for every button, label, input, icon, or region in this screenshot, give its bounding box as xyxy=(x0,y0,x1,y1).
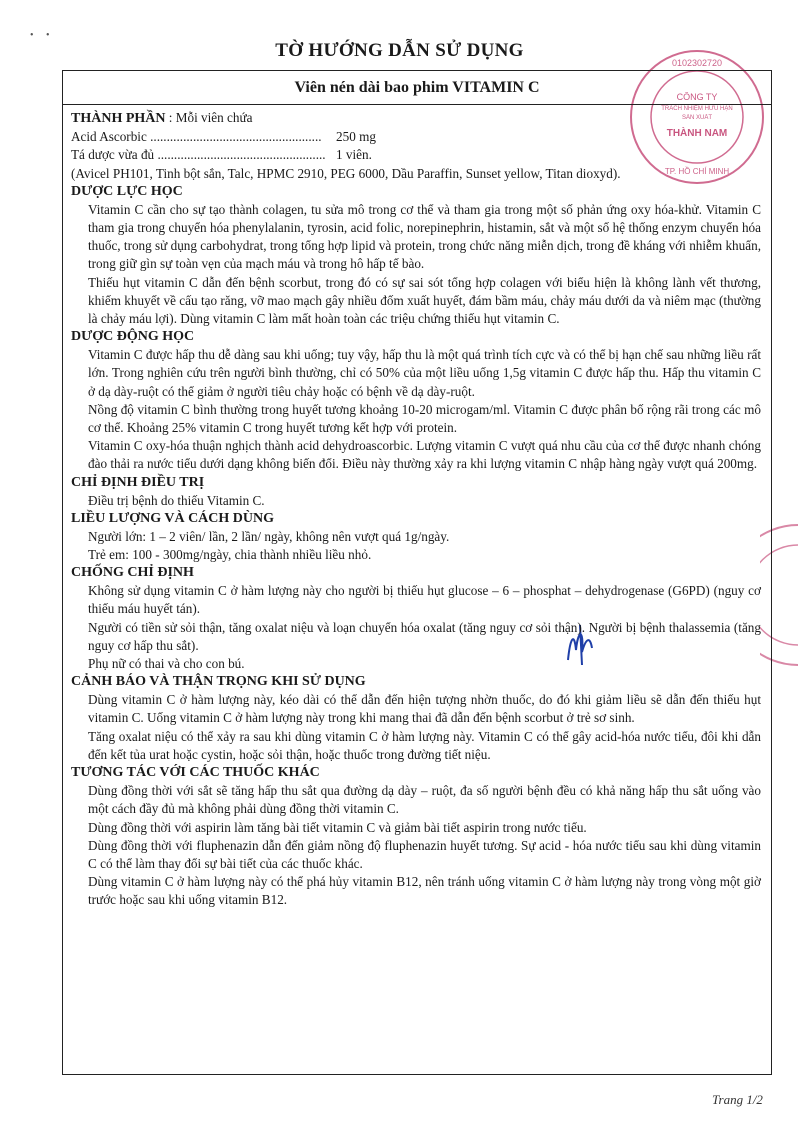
section-heading-dosage: LIỀU LƯỢNG VÀ CÁCH DÙNG xyxy=(71,510,275,526)
paragraph: Dùng vitamin C ở hàm lượng này có thể phá hủy vitamin B12, nên tránh uống vitamin C ở hàm lượng này trong vòng một giờ trước hoặc sau khi uống vitamin B12. xyxy=(88,874,761,908)
paragraph: Người lớn: 1 – 2 viên/ lần, 2 lần/ ngày, không nên vượt quá 1g/ngày. xyxy=(88,528,450,544)
stamp-line4: SẢN XUẤT xyxy=(681,115,713,121)
ingredient-amount: 250 mg xyxy=(336,129,376,145)
excipient-label: Tá dược vừa đủ ................................................... xyxy=(71,147,326,163)
paragraph: Người có tiền sử sỏi thận, tăng oxalat niệu và loạn chuyển hóa oxalat (tăng nguy cơ sỏi thận). Người bị bệnh thalassemia (tăng nguy cơ hấp thu sắt). xyxy=(88,619,761,653)
section-heading-pharmacokinetics: DƯỢC ĐỘNG HỌC xyxy=(71,329,195,345)
paragraph: Vitamin C cần cho sự tạo thành colagen, tu sửa mô trong cơ thể và tham gia trong một số phản ứng oxy hóa-khử. Vitamin C tham gia trong chuyển hóa phenylalanin, tyrosin, acid folic, norepinephrin, histamin, sắt và một số hệ thống enzym chuyển hóa thuốc, trong sử dụng carbohydrat, trong tổng hợp lipid và protein, trong chức năng miễn dịch, trong đề kháng với nhiễm khuẩn, trong giữ gìn sự toàn vẹn của mạch máu và trong hô hấp tế bào. xyxy=(88,201,761,272)
composition-heading: THÀNH PHẦN xyxy=(71,111,166,126)
paragraph: Vitamin C oxy-hóa thuận nghịch thành acid dehydroascorbic. Lượng vitamin C vượt quá nhu cầu của cơ thể được nhanh chóng đào thải ra nước tiểu dưới dạng không biến đổi. Điều này thường xảy ra khi lượng vitamin C nhập hàng ngày vượt quá 200mg. xyxy=(88,438,761,472)
paragraph: Phụ nữ có thai và cho con bú. xyxy=(88,656,245,672)
section-heading-pharmacodynamics: DƯỢC LỰC HỌC xyxy=(71,183,183,199)
section-heading-indications: CHỈ ĐỊNH ĐIỀU TRỊ xyxy=(71,474,205,490)
ingredient-label: Acid Ascorbic .................................................... xyxy=(71,129,322,145)
paragraph: Dùng đồng thời với aspirin làm tăng bài tiết vitamin C và giảm bài tiết aspirin trong nước tiểu. xyxy=(88,819,587,835)
paragraph: Điều trị bệnh do thiếu Vitamin C. xyxy=(88,492,265,508)
paragraph: Dùng đồng thời với fluphenazin dẫn đến giảm nồng độ fluphenazin huyết tương. Sự acid - hóa nước tiểu sau khi dùng vitamin C có thể làm thay đổi sự bài tiết của các thuốc khác. xyxy=(88,837,761,871)
section-heading-contraindications: CHỐNG CHỈ ĐỊNH xyxy=(71,565,194,581)
composition-row xyxy=(71,146,761,164)
page-number: Trang 1/2 xyxy=(712,1092,763,1107)
paragraph: Dùng đồng thời với sắt sẽ tăng hấp thu sắt qua đường dạ dày – ruột, đa số người bệnh đều có khả năng hấp thu sắt uống vào một cách đầy đủ mà không phải dùng đồng thời vitamin C. xyxy=(88,783,761,817)
document-body xyxy=(71,109,761,910)
paragraph: Tăng oxalat niệu có thể xảy ra sau khi dùng vitamin C ở hàm lượng này. Vitamin C có thể gây acid-hóa nước tiểu, đôi khi dẫn đến kết tủa urat hoặc cystin, hoặc sỏi thận, hoặc thuốc trong đường tiết niệu. xyxy=(88,728,761,762)
paragraph: Trẻ em: 100 - 300mg/ngày, chia thành nhiều liều nhỏ. xyxy=(88,547,372,563)
section-heading-warnings: CẢNH BÁO VÀ THẬN TRỌNG KHI SỬ DỤNG xyxy=(71,674,366,690)
scan-specks: • • xyxy=(30,30,50,41)
paragraph: Dùng vitamin C ở hàm lượng này, kéo dài có thể dẫn đến hiện tượng nhờn thuốc, do đó khi giảm liều sẽ dẫn đến thiếu hụt vitamin C. Uống vitamin C ở hàm lượng này trong khi mang thai đã dẫn đến bệnh scorbut ở trẻ sơ sinh. xyxy=(88,692,761,726)
paragraph: Vitamin C được hấp thu dễ dàng sau khi uống; tuy vậy, hấp thu là một quá trình tích cực và có thể bị hạn chế sau những liều rất lớn. Trong nghiên cứu trên người bình thường, chỉ có 50% của một liều uống 1,5g vitamin C được hấp thu. Hấp thu vitamin C ở dạ dày-ruột có thể giảm ở người tiêu chảy hoặc có bệnh về dạ dày-ruột. xyxy=(88,347,761,399)
section-heading-interactions: TƯƠNG TÁC VỚI CÁC THUỐC KHÁC xyxy=(71,765,320,781)
paragraph: Không sử dụng vitamin C ở hàm lượng này cho người bị thiếu hụt glucose – 6 – phosphat – dehydrogenase (G6PD) (nguy cơ thiếu máu huyết tán). xyxy=(88,583,761,617)
product-title: Viên nén dài bao phim VITAMIN C xyxy=(63,71,771,105)
composition-heading-suffix: : Mỗi viên chứa xyxy=(168,110,253,125)
stamp-code: 0102302720 xyxy=(671,58,723,68)
composition-heading-line xyxy=(71,109,761,128)
stamp-line2: CÔNG TY xyxy=(676,92,718,102)
excipient-amount: 1 viên. xyxy=(336,147,372,163)
excipient-list: (Avicel PH101, Tinh bột sắn, Talc, HPMC 2910, PEG 6000, Dầu Paraffin, Sunset yellow, Titan dioxyd). xyxy=(71,165,621,181)
paragraph: Nồng độ vitamin C bình thường trong huyết tương khoảng 10-20 microgam/ml. Vitamin C được phân bố rộng rãi trong các mô cơ thể. Khoảng 25% vitamin C trong huyết tương kết hợp với protein. xyxy=(88,401,761,436)
stamp-city: TP. HỒ CHÍ MINH xyxy=(664,167,730,176)
composition-row xyxy=(71,128,761,146)
stamp-line3: TRÁCH NHIỆM HỮU HẠN xyxy=(661,106,733,112)
stamp-name: THÀNH NAM xyxy=(666,128,728,139)
document-title: TỜ HƯỚNG DẪN SỬ DỤNG xyxy=(275,40,524,61)
paragraph: Thiếu hụt vitamin C dẫn đến bệnh scorbut, trong đó có sự sai sót tổng hợp colagen với biểu hiện là không lành vết thương, khiếm khuyết về cấu tạo răng, vỡ mao mạch gây nhiều đốm xuất huyết, đám bầm máu, chảy máu dưới da và niêm mạc (thường là chảy máu lợi). Dùng vitamin C làm mất hoàn toàn các triệu chứng thiếu hụt vitamin C. xyxy=(88,274,761,327)
document-frame xyxy=(62,70,772,1075)
